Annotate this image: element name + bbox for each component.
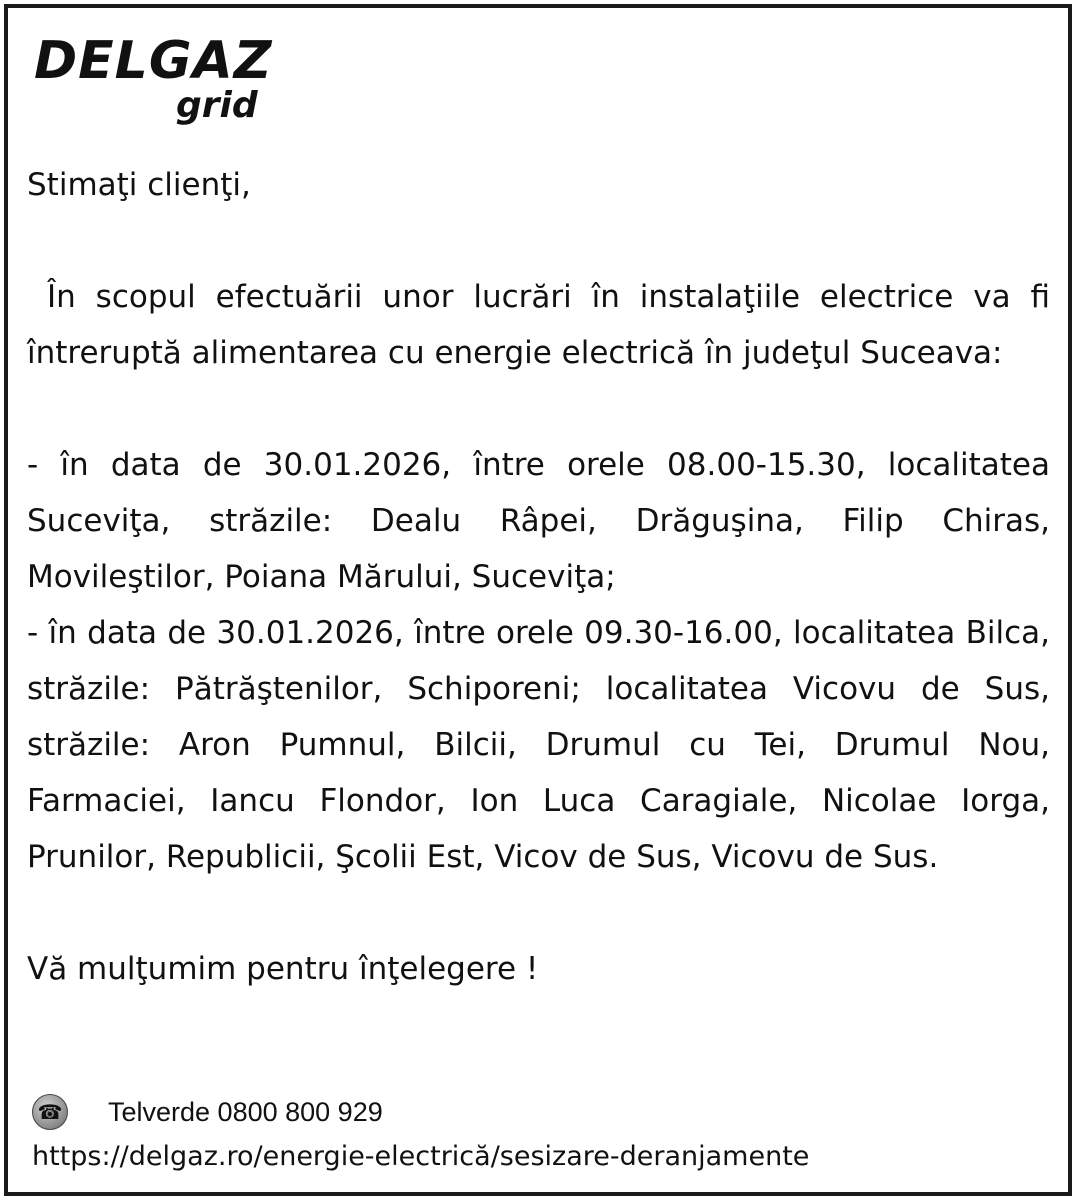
- outage-item: - în data de 30.01.2026, între orele 08.00-15.30, localitatea Suceviţa, străzile: Dealu Râpei, Drăguşina, Filip Chiras, Movileştilor, Poiana Mărului, Suceviţa;: [27, 447, 1050, 595]
- delgaz-grid-logo: [34, 31, 273, 126]
- phone-number: Telverde 0800 800 929: [108, 1096, 383, 1127]
- logo-sub: grid: [176, 85, 258, 126]
- phone-icon: ☎: [32, 1094, 68, 1130]
- notice-body: [27, 157, 1050, 997]
- report-url-link[interactable]: https://delgaz.ro/energie-electrică/sesizare-deranjamente: [32, 1141, 810, 1172]
- phone-line: [32, 1094, 383, 1130]
- thanks-text: Vă mulţumim pentru înţelegere !: [27, 951, 539, 987]
- intro-paragraph: În scopul efectuării unor lucrări în instalaţiile electrice va fi întreruptă alimentarea cu energie electrică în judeţul Suceava:: [27, 279, 1050, 371]
- outage-item: - în data de 30.01.2026, între orele 09.30-16.00, localitatea Bilca, străzile: Pătrăştenilor, Schiporeni; localitatea Vicovu de Sus, străzile: Aron Pumnul, Bilcii, Drumul cu Tei, Drumul Nou, Farmaciei, Iancu Flondor, Ion Luca Caragiale, Nicolae Iorga, Prunilor, Republicii, Şcolii Est, Vicov de Sus, Vicovu de Sus.: [27, 615, 1050, 875]
- greeting: Stimaţi clienţi,: [27, 167, 251, 203]
- logo-brand: DELGAZ: [34, 31, 273, 91]
